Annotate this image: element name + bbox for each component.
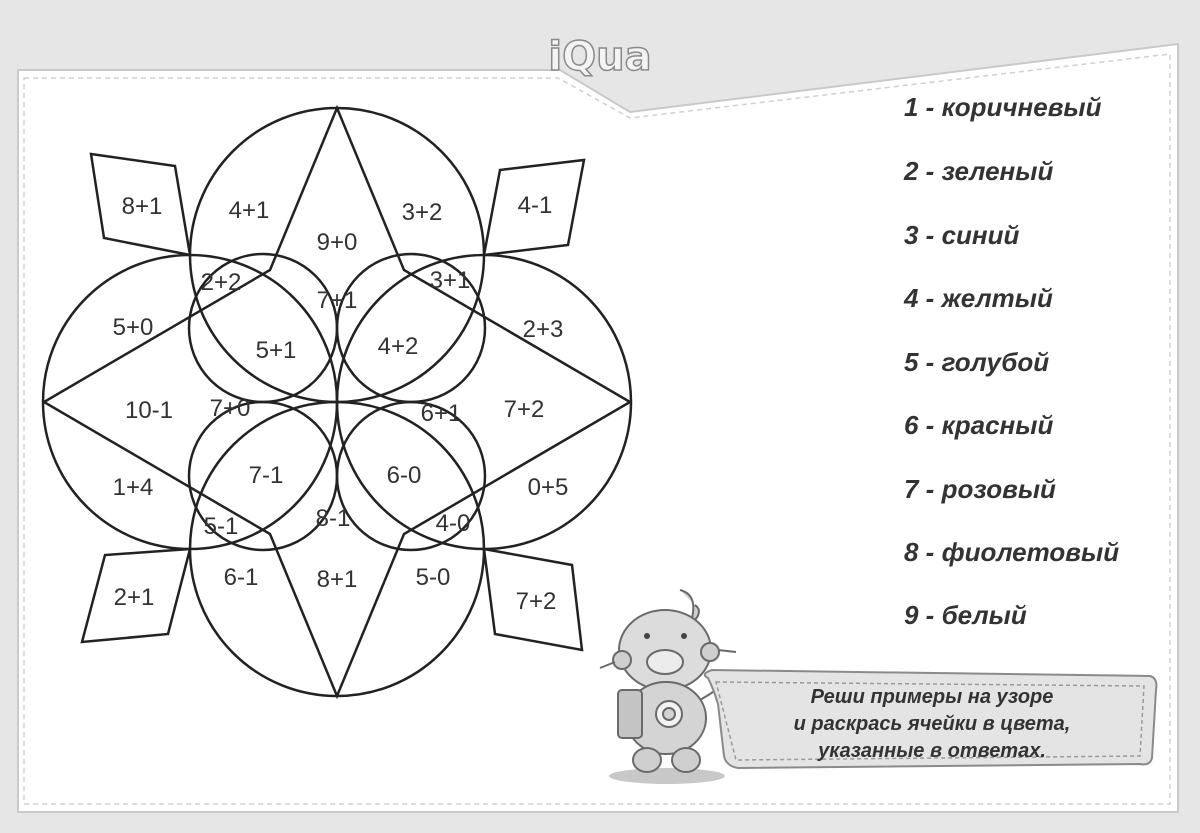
expression-label: 8-1 — [315, 505, 351, 532]
expression-label: 6-0 — [386, 462, 422, 489]
instruction-line: указанные в ответах. — [818, 740, 1046, 762]
instruction-text — [722, 684, 1142, 765]
legend-item: 6 - красный — [904, 410, 1054, 440]
expression-label: 9+0 — [316, 229, 358, 256]
expression-label: 6+1 — [420, 400, 462, 427]
expression-label: 6-1 — [223, 564, 259, 591]
expression-label: 5+0 — [112, 314, 154, 341]
expression-label: 7+2 — [503, 396, 545, 423]
instruction-line: и раскрась ячейки в цвета, — [793, 713, 1071, 735]
legend-item: 3 - синий — [904, 220, 1020, 250]
expression-label: 2+2 — [200, 269, 242, 296]
expression-label: 2+3 — [522, 316, 564, 343]
legend-item: 5 - голубой — [904, 347, 1050, 377]
expression-label: 10-1 — [124, 397, 174, 424]
expression-label: 3+1 — [429, 267, 471, 294]
expression-label: 0+5 — [527, 474, 569, 501]
expression-label: 7-1 — [248, 462, 284, 489]
expression-label: 7+2 — [515, 588, 557, 615]
expression-label: 5-1 — [203, 513, 239, 540]
expression-label: 5+1 — [255, 337, 297, 364]
legend-item: 1 - коричневый — [904, 92, 1102, 122]
expression-label: 2+1 — [113, 584, 155, 611]
legend-item: 9 - белый — [904, 600, 1027, 630]
expression-label: 8+1 — [316, 566, 358, 593]
expression-label: 4-0 — [435, 510, 471, 537]
expression-label: 3+2 — [401, 199, 443, 226]
expression-label: 5-0 — [415, 564, 451, 591]
expression-label: 7+0 — [209, 395, 251, 422]
instruction-line: Реши примеры на узоре — [810, 686, 1054, 708]
expression-label: 7+1 — [316, 287, 358, 314]
expression-label: 4+1 — [228, 197, 270, 224]
legend-item: 4 - желтый — [904, 283, 1053, 313]
expression-label: 4+2 — [377, 333, 419, 360]
legend-item: 8 - фиолетовый — [904, 537, 1120, 567]
expression-label: 4-1 — [517, 192, 553, 219]
legend-item: 2 - зеленый — [904, 156, 1054, 186]
expression-label: 1+4 — [112, 474, 154, 501]
expression-label: 8+1 — [121, 193, 163, 220]
legend-item: 7 - розовый — [904, 474, 1056, 504]
logo — [548, 34, 651, 80]
logo-text: iQua — [548, 34, 652, 80]
